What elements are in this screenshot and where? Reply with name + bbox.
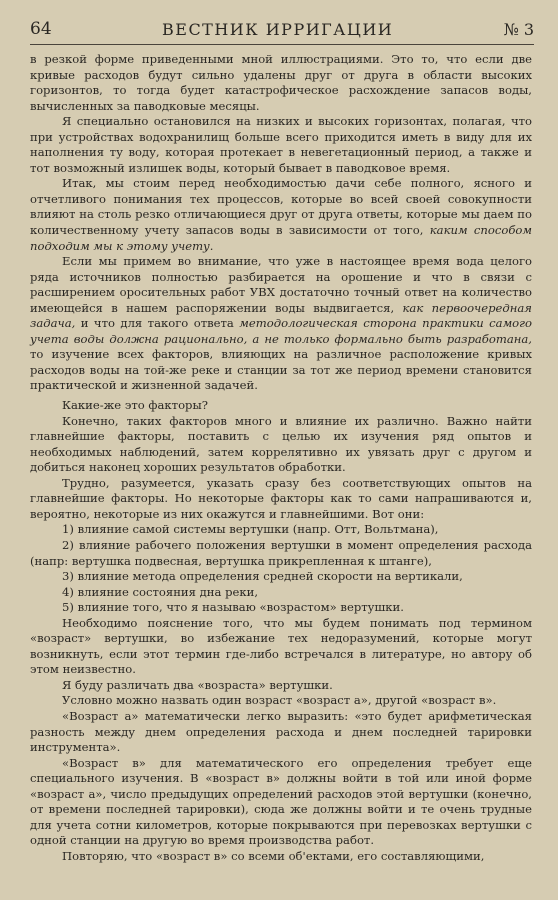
list-item: 5) влияние того, что я называю «возрастом» вертушки. bbox=[62, 600, 404, 615]
list-item: 3) влияние метода определения средней скорости на вертикали, bbox=[62, 569, 463, 584]
paragraph: Трудно, разумеется, указать сразу без соответствующих опытов на главнейшие факторы. Но некоторые факторы как то сами напрашиваются и, вероятно, некоторые из них окажутся и главнейшими. Вот они: bbox=[30, 475, 532, 521]
text-run: Если мы примем во внимание, что уже в настоящее время вода целого ряда источников полностью разбирается на орошение и что в связи с расширением оросительных работ УВХ достаточно точный ответ на количество имеющейся в нашем распоряжении воды выдвигается, bbox=[30, 254, 532, 315]
italic-run: методологическая сторона практики самого учета воды должна рационально, а не только формально быть разработана, bbox=[30, 316, 532, 346]
page-header bbox=[30, 14, 534, 45]
paragraph: Конечно, таких факторов много и влияние их различно. Важно найти главнейшие факторы, поставить с целью их изучения ряд опытов и необходимых наблюдений, затем коррелятивно их увязать друг с другом и добиться наконец хороших результатов обработки. bbox=[30, 413, 532, 475]
paragraph: Необходимо пояснение того, что мы будем понимать под термином «возраст» вертушки, во избежание тех недоразумений, которые могут возникнуть, если этот термин где-либо встречался в литературе, но автору об этом неизвестно. bbox=[30, 615, 532, 677]
list-item: 2) влияние рабочего положения вертушки в момент определения расхода (напр: вертушка подвесная, вертушка прикрепленная к штанге), bbox=[30, 537, 532, 568]
paragraph: Я специально остановился на низких и высоких горизонтах, полагая, что при устройствах водохранилищ больше всего приходится иметь в виду для их наполнения ту воду, которая протекает в невегетационный период, а также и тот возможный излишек воды, который бывает в паводковое время. bbox=[30, 114, 532, 175]
journal-title: ВЕСТНИК ИРРИГАЦИИ bbox=[162, 19, 394, 39]
paragraph-mixed bbox=[30, 176, 532, 254]
text-run: то изучение всех факторов, влияющих на различное расположение кривых расходов воды на той-же реке и станции за тот же период времени становится практической и жизненной задачей. bbox=[30, 347, 532, 393]
paragraph: Повторяю, что «возраст в» со всеми об'ектами, его составляющими, bbox=[62, 848, 485, 863]
text-run: Итак, мы стоим перед необходимостью дачи себе полного, ясного и отчетливого понимания тех процессов, которые во всей своей совокупности влияют на столь резко отличающиеся друг от друга ответы, которые мы даем по количественному учету запасов воды в зависимости от того, bbox=[30, 176, 532, 238]
italic-run: каким способом подходим мы к этому учету. bbox=[30, 223, 532, 253]
paragraph: в резкой форме приведенными мной иллюстрациями. Это то, что если две кривые расходов будут сильно удалены друг от друга в области высоких горизонтов, то тогда будет катастрофическое расхождение запасов воды, вычисленных за паводковые месяцы. bbox=[30, 52, 532, 113]
list-item: 4) влияние состояния дна реки, bbox=[62, 584, 259, 599]
paragraph: «Возраст в» для математического его определения требует еще специального изучения. В «возраст в» должны войти в той или иной форме «возраст а», число предыдущих определений расходов этой вертушки (конечно, от времени последней тарировки), сюда же должны войти и те очень трудные для учета сотни километров, которые покрываются при перевозках вертушки с одной станции на другую во время производства работ. bbox=[30, 755, 532, 848]
paragraph: Я буду различать два «возраста» вертушки. bbox=[62, 677, 333, 692]
paragraph: «Возраст а» математически легко выразить: «это будет арифметическая разность между днем определения расхода и днем последней тарировки инструмента». bbox=[30, 708, 532, 755]
paragraph-mixed bbox=[30, 254, 532, 394]
page-number: 64 bbox=[30, 19, 52, 39]
paragraph: Условно можно назвать один возраст «возраст а», другой «возраст в». bbox=[62, 693, 497, 708]
issue-number: № 3 bbox=[503, 19, 534, 39]
paragraph: Какие-же это факторы? bbox=[62, 398, 208, 413]
italic-run: как первоочередная задача, bbox=[30, 300, 532, 331]
list-item: 1) влияние самой системы вертушки (напр. Отт, Вольтмана), bbox=[62, 522, 439, 537]
text-run: и что для такого ответа bbox=[75, 316, 240, 331]
article-body bbox=[30, 52, 532, 864]
